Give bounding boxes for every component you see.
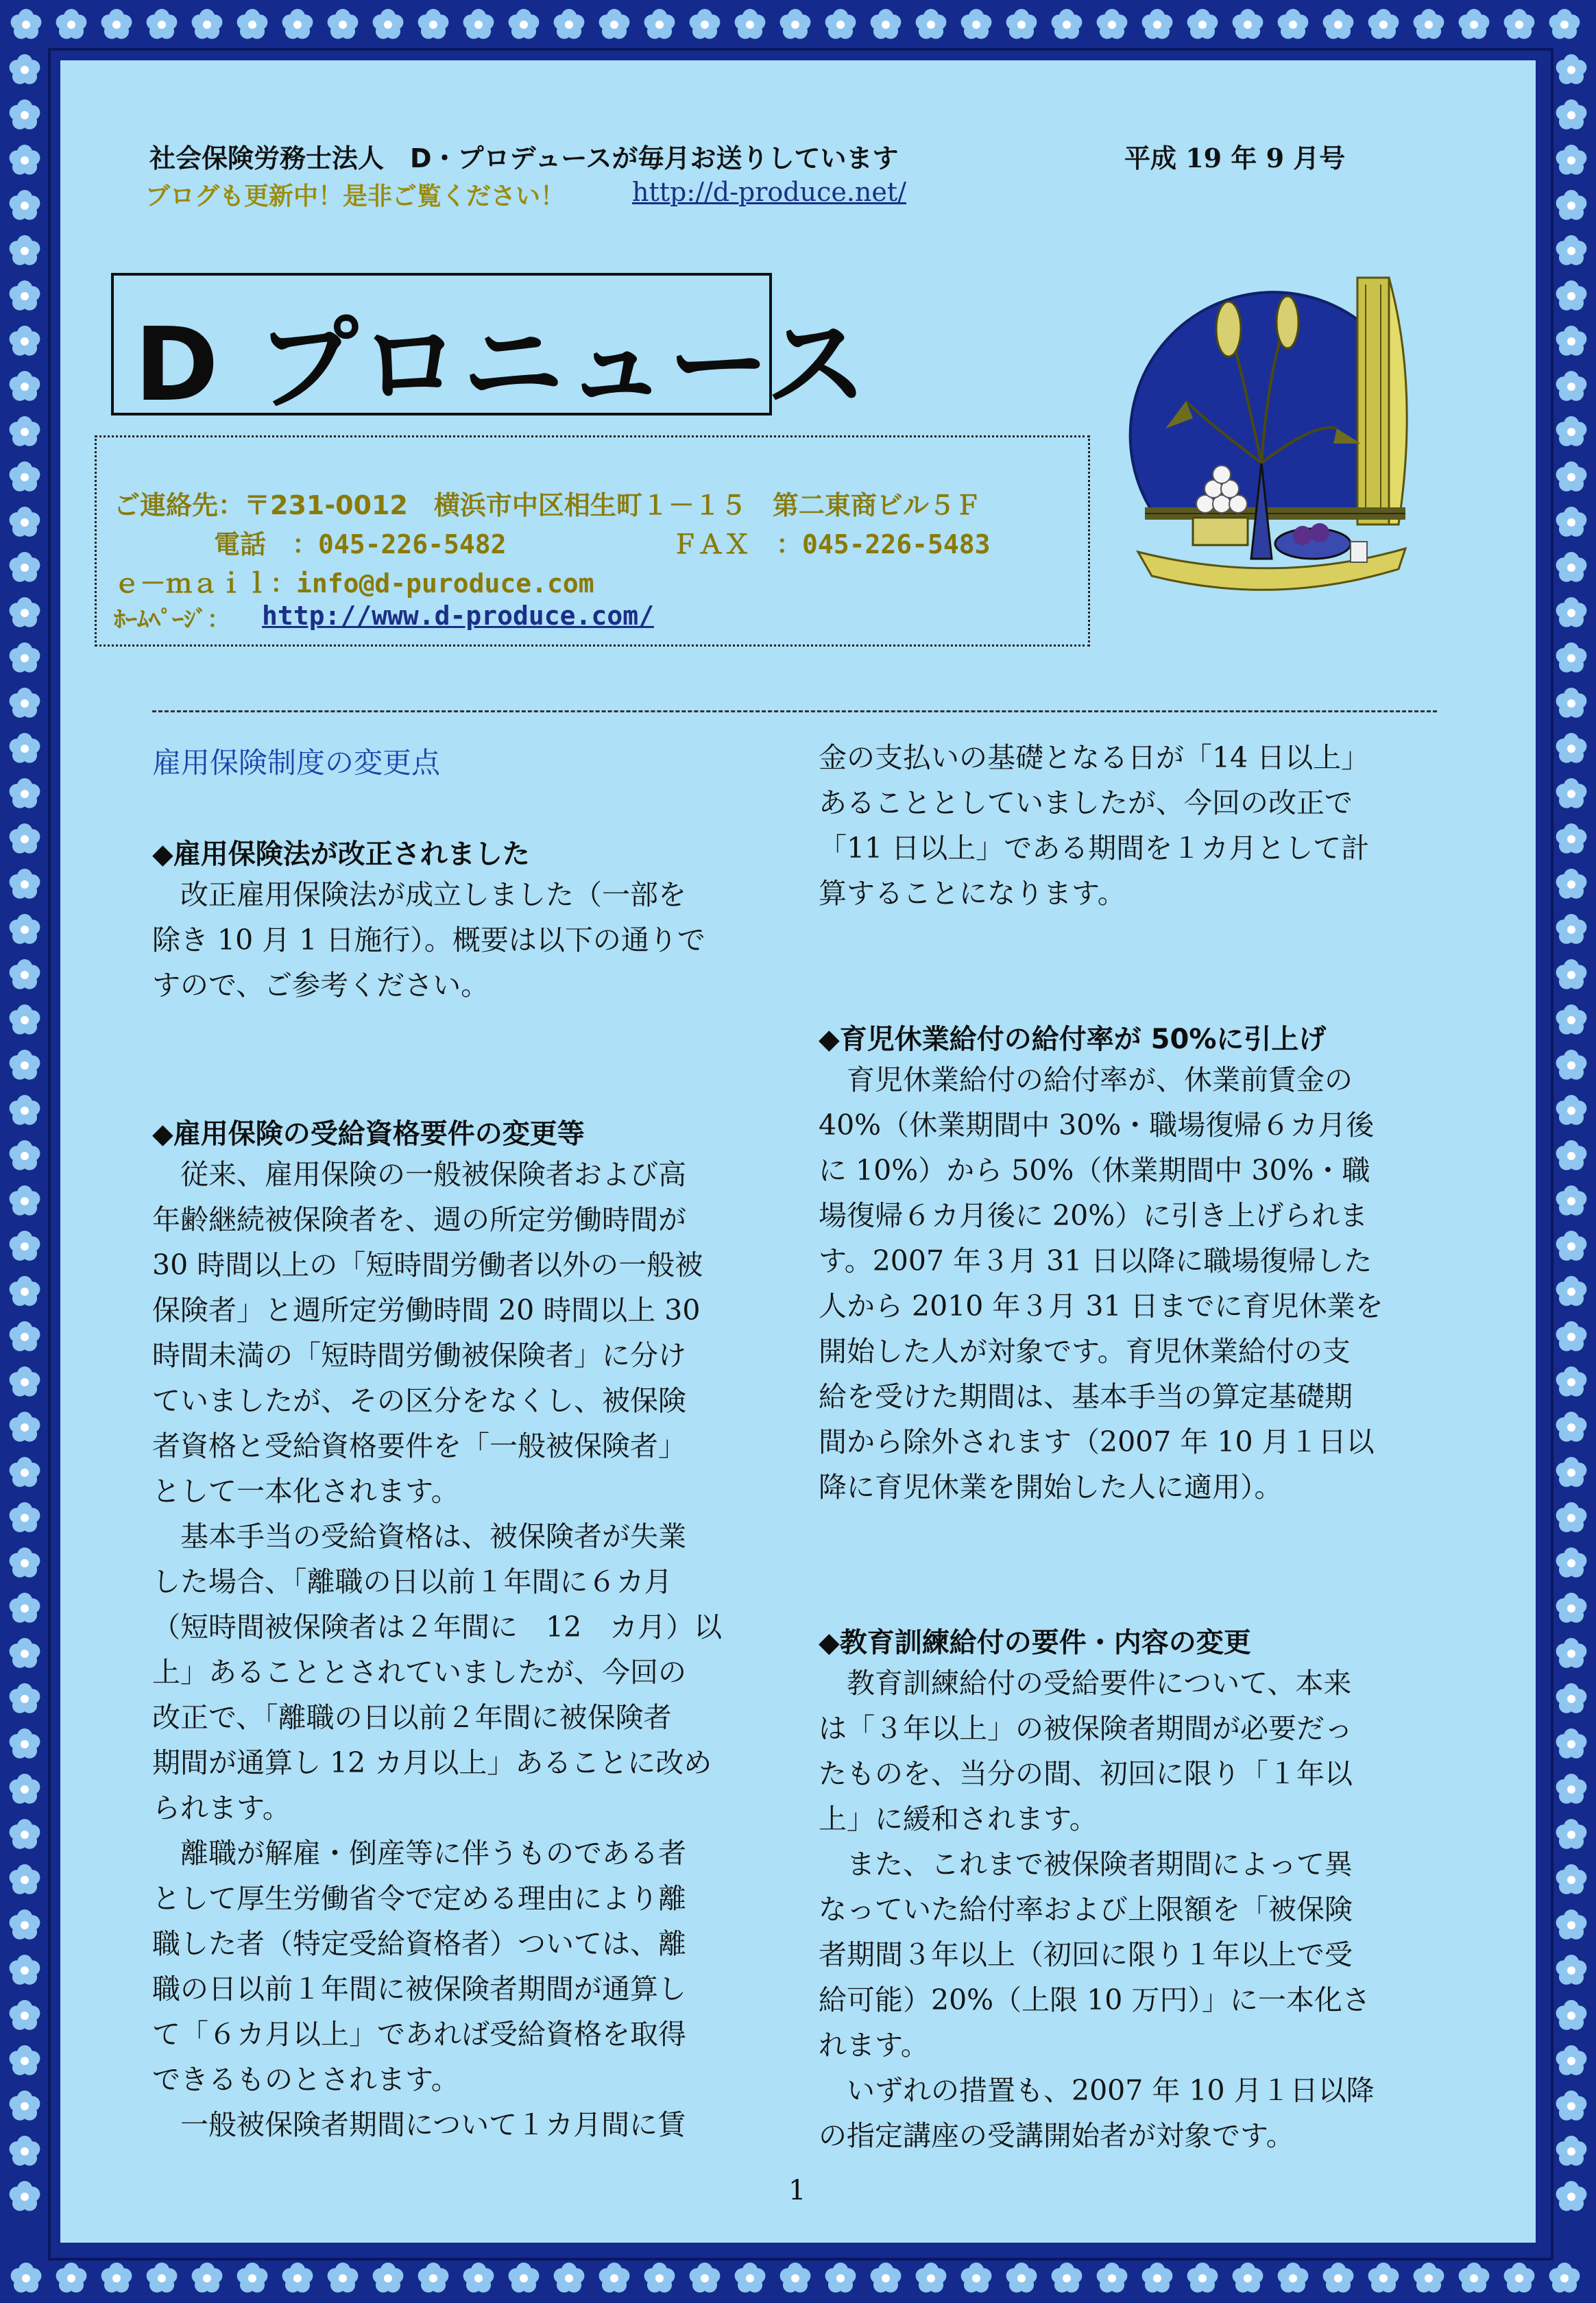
text-line: 上」に緩和されます。 bbox=[819, 1802, 1098, 1835]
flower-ornament bbox=[554, 9, 585, 39]
flower-ornament bbox=[10, 688, 40, 718]
flower-ornament bbox=[1556, 507, 1587, 537]
text-line: に 10%）から 50%（休業期間中 30%・職 bbox=[819, 1154, 1370, 1187]
text-line: 期間が通算し 12 カ月以上」あることに改め bbox=[152, 1746, 712, 1779]
flower-ornament bbox=[10, 1728, 40, 1759]
text-line: 時間未満の「短時間労働被保険者」に分け bbox=[152, 1339, 686, 1372]
flower-ornament bbox=[1052, 2263, 1083, 2293]
flower-ornament bbox=[328, 2263, 359, 2293]
contact-phone: 電話 ：045-226-5482 bbox=[214, 529, 507, 559]
flower-ornament bbox=[10, 1593, 40, 1623]
article-title: 雇用保険制度の変更点 bbox=[152, 746, 441, 780]
text-line: 年齢継続被保険者を、週の所定労働時間が bbox=[152, 1203, 686, 1236]
flower-ornament bbox=[11, 2263, 42, 2293]
flower-ornament bbox=[10, 733, 40, 763]
flower-ornament bbox=[916, 9, 947, 39]
text-line: られます。 bbox=[152, 1792, 291, 1824]
flower-ornament bbox=[10, 778, 40, 808]
text-line: 間から除外されます（2007 年 10 月１日以 bbox=[819, 1425, 1375, 1458]
flower-ornament bbox=[463, 2263, 494, 2293]
flower-ornament bbox=[1556, 1502, 1587, 1532]
flower-ornament bbox=[871, 2263, 902, 2293]
flower-ornament bbox=[509, 2263, 540, 2293]
flower-ornament bbox=[1556, 1366, 1587, 1397]
flower-ornament bbox=[373, 2263, 404, 2293]
flower-ornament bbox=[10, 1095, 40, 1125]
flower-ornament bbox=[644, 2263, 675, 2293]
flower-ornament bbox=[10, 416, 40, 446]
flower-ornament bbox=[192, 9, 223, 39]
flower-ornament bbox=[1556, 326, 1587, 356]
flower-ornament bbox=[1556, 1683, 1587, 1713]
flower-ornament bbox=[1556, 99, 1587, 130]
flower-ornament bbox=[10, 1412, 40, 1442]
flower-ornament bbox=[1556, 1728, 1587, 1759]
flower-ornament bbox=[10, 507, 40, 537]
flower-ornament bbox=[1187, 9, 1218, 39]
flower-ornament bbox=[1556, 1819, 1587, 1849]
flower-ornament bbox=[10, 461, 40, 492]
flower-ornament bbox=[10, 1909, 40, 1940]
flower-ornament bbox=[735, 2263, 766, 2293]
flower-ornament bbox=[1556, 2045, 1587, 2075]
flower-ornament bbox=[1556, 1955, 1587, 1985]
flower-ornament bbox=[1556, 2090, 1587, 2121]
flower-ornament bbox=[690, 2263, 721, 2293]
flower-ornament bbox=[282, 9, 313, 39]
text-line: あることとしていましたが、今回の改正で bbox=[819, 786, 1353, 819]
contact-homepage-link[interactable]: http://www.d-produce.com/ bbox=[262, 601, 654, 631]
flower-ornament bbox=[916, 2263, 947, 2293]
text-line: （短時間被保険者は２年間に 12 カ月）以 bbox=[152, 1611, 723, 1643]
flower-ornament bbox=[10, 642, 40, 673]
flower-ornament bbox=[1556, 1638, 1587, 1668]
flower-ornament bbox=[10, 99, 40, 130]
flower-ornament bbox=[735, 9, 766, 39]
flower-ornament bbox=[1006, 9, 1037, 39]
flower-ornament bbox=[10, 1683, 40, 1713]
flower-ornament bbox=[1556, 2000, 1587, 2030]
flower-ornament bbox=[10, 1185, 40, 1216]
text-line: 改正雇用保険法が成立しました（一部を bbox=[152, 878, 686, 911]
flower-ornament bbox=[1556, 869, 1587, 899]
flower-ornament bbox=[1556, 54, 1587, 84]
flower-ornament bbox=[10, 326, 40, 356]
flower-ornament bbox=[1556, 1095, 1587, 1125]
flower-ornament bbox=[1187, 2263, 1218, 2293]
text-line: 除き 10 月 1 日施行）。概要は以下の通りで bbox=[152, 924, 705, 956]
flower-ornament bbox=[825, 9, 856, 39]
flower-ornament bbox=[10, 1457, 40, 1487]
flower-ornament bbox=[11, 9, 42, 39]
flower-ornament bbox=[1504, 2263, 1535, 2293]
flower-ornament bbox=[10, 1774, 40, 1804]
flower-ornament bbox=[780, 2263, 811, 2293]
flower-ornament bbox=[871, 9, 902, 39]
flower-ornament bbox=[825, 2263, 856, 2293]
flower-ornament bbox=[1556, 235, 1587, 265]
flower-ornament bbox=[1368, 9, 1399, 39]
flower-ornament bbox=[10, 1955, 40, 1985]
flower-ornament bbox=[10, 235, 40, 265]
flower-ornament bbox=[10, 2090, 40, 2121]
contact-homepage-label: ﾎｰﾑﾍﾟｰｼﾞ： bbox=[114, 606, 230, 634]
flower-ornament bbox=[10, 1502, 40, 1532]
text-line: 基本手当の受給資格は、被保険者が失業 bbox=[152, 1520, 686, 1553]
text-line: できるものとされます。 bbox=[152, 2063, 459, 2096]
flower-ornament bbox=[10, 1366, 40, 1397]
flower-ornament bbox=[10, 190, 40, 220]
flower-ornament bbox=[1459, 9, 1490, 39]
text-line: れます。 bbox=[819, 2029, 929, 2062]
issue-date: 平成 19 年 9 月号 bbox=[1124, 143, 1346, 173]
flower-ornament bbox=[1556, 1185, 1587, 1216]
section-body-training bbox=[819, 1661, 1436, 2158]
flower-ornament bbox=[1549, 2263, 1580, 2293]
flower-ornament bbox=[1278, 9, 1309, 39]
flower-ornament bbox=[1323, 2263, 1354, 2293]
flower-ornament bbox=[1556, 1321, 1587, 1351]
text-line: 30 時間以上の「短時間労働者以外の一般被 bbox=[152, 1249, 703, 1281]
text-line: いずれの措置も、2007 年 10 月１日以降 bbox=[819, 2074, 1375, 2107]
flower-ornament bbox=[10, 1050, 40, 1080]
flower-ornament bbox=[1142, 9, 1173, 39]
flower-ornament bbox=[554, 2263, 585, 2293]
text-line: 者資格と受給資格要件を「一般被保険者」 bbox=[152, 1430, 686, 1462]
flower-ornament bbox=[1006, 2263, 1037, 2293]
flower-ornament bbox=[10, 1140, 40, 1170]
flower-ornament bbox=[1556, 1593, 1587, 1623]
flower-ornament bbox=[1556, 778, 1587, 808]
flower-ornament bbox=[10, 2045, 40, 2075]
masthead-box bbox=[111, 273, 869, 424]
text-line: 金の支払いの基礎となる日が「14 日以上」 bbox=[819, 741, 1370, 774]
flower-ornament bbox=[147, 2263, 178, 2293]
text-line: 離職が解雇・倒産等に伴うものである者 bbox=[152, 1837, 686, 1870]
flower-ornament bbox=[10, 1638, 40, 1668]
text-line: 上」あることとされていましたが、今回の bbox=[152, 1656, 686, 1689]
flower-ornament bbox=[1556, 280, 1587, 311]
page-number: 1 bbox=[788, 2175, 806, 2206]
flower-ornament bbox=[1556, 597, 1587, 627]
flower-ornament bbox=[10, 959, 40, 989]
text-line: 人から 2010 年３月 31 日までに育児休業を bbox=[819, 1290, 1383, 1323]
flower-ornament bbox=[10, 552, 40, 582]
text-line: 職の日以前１年間に被保険者期間が通算し bbox=[152, 1973, 686, 2005]
flower-ornament bbox=[961, 2263, 992, 2293]
flower-ornament bbox=[1556, 2181, 1587, 2211]
text-line: 場復帰６カ月後に 20%）に引き上げられま bbox=[819, 1199, 1368, 1232]
flower-ornament bbox=[644, 9, 675, 39]
text-line: として一本化されます。 bbox=[152, 1475, 459, 1508]
flower-ornament bbox=[1459, 2263, 1490, 2293]
flower-ornament bbox=[690, 9, 721, 39]
flower-ornament bbox=[1556, 145, 1587, 175]
flower-ornament bbox=[1556, 1864, 1587, 1894]
blog-link[interactable]: http://d-produce.net/ bbox=[632, 177, 906, 207]
flower-ornament bbox=[1556, 1004, 1587, 1035]
flower-ornament bbox=[10, 2000, 40, 2030]
flower-ornament bbox=[1556, 1547, 1587, 1578]
flower-ornament bbox=[101, 9, 132, 39]
text-line: 降に育児休業を開始した人に適用）。 bbox=[819, 1471, 1283, 1504]
text-line: 者期間３年以上（初回に限り１年以上で受 bbox=[819, 1938, 1353, 1971]
right-intro-text bbox=[819, 735, 1436, 916]
text-line: 職した者（特定受給資格者）ついては、離 bbox=[152, 1927, 686, 1960]
flower-ornament bbox=[10, 597, 40, 627]
flower-ornament bbox=[10, 823, 40, 854]
section-heading-training: ◆教育訓練給付の要件・内容の変更 bbox=[819, 1627, 1251, 1659]
flower-ornament bbox=[10, 371, 40, 401]
section-heading-eligibility: ◆雇用保険の受給資格要件の変更等 bbox=[152, 1118, 585, 1150]
contact-fax: ＦＡＸ ：045-226-5483 bbox=[672, 529, 991, 559]
flower-ornament bbox=[10, 1547, 40, 1578]
flower-ornament bbox=[1556, 1412, 1587, 1442]
text-line: 従来、雇用保険の一般被保険者および高 bbox=[152, 1158, 686, 1191]
flower-ornament bbox=[1323, 9, 1354, 39]
flower-ornament bbox=[1556, 733, 1587, 763]
section-heading-childcare: ◆育児休業給付の給付率が 50%に引上げ bbox=[819, 1024, 1327, 1055]
flower-ornament bbox=[961, 9, 992, 39]
text-line: として厚生労働省令で定める理由により離 bbox=[152, 1882, 686, 1915]
flower-ornament bbox=[1556, 1050, 1587, 1080]
flower-ornament bbox=[10, 145, 40, 175]
section-divider bbox=[152, 710, 1437, 712]
flower-ornament bbox=[1556, 959, 1587, 989]
flower-ornament bbox=[1233, 9, 1264, 39]
text-line: 一般被保険者期間について１カ月間に賃 bbox=[152, 2108, 686, 2141]
contact-email[interactable]: ｅ－ｍａｉｌ：info@d-puroduce.com bbox=[114, 568, 594, 599]
flower-ornament bbox=[237, 9, 268, 39]
flower-ornament bbox=[10, 54, 40, 84]
contact-address: ご連絡先：〒231-0012 横浜市中区相生町１－１５ 第二東商ビル５Ｆ bbox=[114, 490, 981, 520]
flower-ornament bbox=[1556, 1276, 1587, 1306]
flower-ornament bbox=[1556, 1140, 1587, 1170]
publisher-line: 社会保険労務士法人 D・プロデュースが毎月お送りしています bbox=[149, 143, 899, 173]
flower-ornament bbox=[463, 9, 494, 39]
flower-ornament bbox=[1556, 1909, 1587, 1940]
flower-ornament bbox=[1414, 2263, 1444, 2293]
text-line: 改正で、「離職の日以前２年間に被保険者 bbox=[152, 1701, 672, 1734]
text-line: す。2007 年３月 31 日以降に職場復帰した bbox=[819, 1244, 1373, 1277]
flower-ornament bbox=[1556, 2136, 1587, 2166]
blog-notice: ブログも更新中！是非ご覧ください！ bbox=[145, 182, 566, 210]
text-line: は「３年以上」の被保険者期間が必要だっ bbox=[819, 1712, 1353, 1745]
flower-ornament bbox=[1556, 823, 1587, 854]
text-line: の指定講座の受講開始者が対象です。 bbox=[819, 2119, 1294, 2152]
flower-ornament bbox=[328, 9, 359, 39]
flower-ornament bbox=[10, 2136, 40, 2166]
flower-ornament bbox=[599, 2263, 630, 2293]
text-line: した場合、「離職の日以前１年間に６カ月 bbox=[152, 1565, 673, 1598]
flower-ornament bbox=[10, 1321, 40, 1351]
text-line: すので、ご参考ください。 bbox=[152, 969, 489, 1002]
flower-ornament bbox=[10, 1819, 40, 1849]
flower-ornament bbox=[1549, 9, 1580, 39]
flower-ornament bbox=[373, 9, 404, 39]
flower-ornament bbox=[10, 869, 40, 899]
text-line: 算することになります。 bbox=[819, 877, 1126, 910]
flower-ornament bbox=[1556, 371, 1587, 401]
flower-ornament bbox=[1556, 914, 1587, 944]
flower-ornament bbox=[10, 1864, 40, 1894]
flower-ornament bbox=[1556, 416, 1587, 446]
flower-ornament bbox=[1097, 2263, 1128, 2293]
flower-ornament bbox=[10, 2181, 40, 2211]
flower-ornament bbox=[282, 2263, 313, 2293]
section-heading-law-revised: ◆雇用保険法が改正されました bbox=[152, 839, 530, 870]
flower-ornament bbox=[1414, 9, 1444, 39]
text-line: 教育訓練給付の受給要件について、本来 bbox=[819, 1667, 1352, 1700]
masthead-title: D プロニュース bbox=[134, 306, 869, 424]
flower-ornament bbox=[780, 9, 811, 39]
flower-ornament bbox=[147, 9, 178, 39]
text-line: なっていた給付率および上限額を「被保険 bbox=[819, 1893, 1353, 1926]
text-line: 開始した人が対象です。育児休業給付の支 bbox=[819, 1335, 1351, 1368]
flower-ornament bbox=[418, 9, 449, 39]
flower-ornament bbox=[1097, 9, 1128, 39]
moon-viewing-illustration bbox=[1124, 264, 1426, 620]
flower-ornament bbox=[10, 1276, 40, 1306]
text-line: また、これまで被保険者期間によって異 bbox=[819, 1848, 1353, 1881]
section-body-childcare bbox=[819, 1057, 1436, 1510]
flower-ornament bbox=[237, 2263, 268, 2293]
flower-ornament bbox=[1368, 2263, 1399, 2293]
flower-ornament bbox=[509, 9, 540, 39]
text-line: 育児休業給付の給付率が、休業前賃金の bbox=[819, 1063, 1353, 1096]
text-line: 「11 日以上」である期間を１カ月として計 bbox=[819, 832, 1370, 865]
text-line: 給を受けた期間は、基本手当の算定基礎期 bbox=[819, 1380, 1353, 1413]
flower-ornament bbox=[1142, 2263, 1173, 2293]
flower-ornament bbox=[1278, 2263, 1309, 2293]
flower-ornament bbox=[192, 2263, 223, 2293]
flower-ornament bbox=[10, 1231, 40, 1261]
text-line: たものを、当分の間、初回に限り「１年以 bbox=[819, 1757, 1353, 1790]
flower-ornament bbox=[418, 2263, 449, 2293]
flower-ornament bbox=[56, 9, 87, 39]
flower-ornament bbox=[1556, 190, 1587, 220]
text-line: 40%（休業期間中 30%・職場復帰６カ月後 bbox=[819, 1109, 1375, 1142]
flower-ornament bbox=[1556, 1774, 1587, 1804]
flower-ornament bbox=[1556, 552, 1587, 582]
flower-ornament bbox=[10, 914, 40, 944]
section-body-eligibility bbox=[152, 1152, 769, 2147]
flower-ornament bbox=[599, 9, 630, 39]
flower-ornament bbox=[10, 1004, 40, 1035]
flower-ornament bbox=[56, 2263, 87, 2293]
flower-ornament bbox=[1556, 688, 1587, 718]
text-line: 保険者」と週所定労働時間 20 時間以上 30 bbox=[152, 1294, 701, 1327]
flower-ornament bbox=[1052, 9, 1083, 39]
flower-ornament bbox=[1504, 9, 1535, 39]
flower-ornament bbox=[1556, 1457, 1587, 1487]
flower-ornament bbox=[1233, 2263, 1264, 2293]
text-line: て「６カ月以上」であれば受給資格を取得 bbox=[152, 2018, 686, 2051]
flower-ornament bbox=[10, 280, 40, 311]
section-body-law-revised bbox=[152, 872, 769, 1008]
flower-ornament bbox=[1556, 461, 1587, 492]
text-line: ていましたが、その区分をなくし、被保険 bbox=[152, 1384, 686, 1417]
text-line: 給可能）20%（上限 10 万円）」に一本化さ bbox=[819, 1984, 1370, 2016]
flower-ornament bbox=[1556, 642, 1587, 673]
flower-ornament bbox=[1556, 1231, 1587, 1261]
flower-ornament bbox=[101, 2263, 132, 2293]
